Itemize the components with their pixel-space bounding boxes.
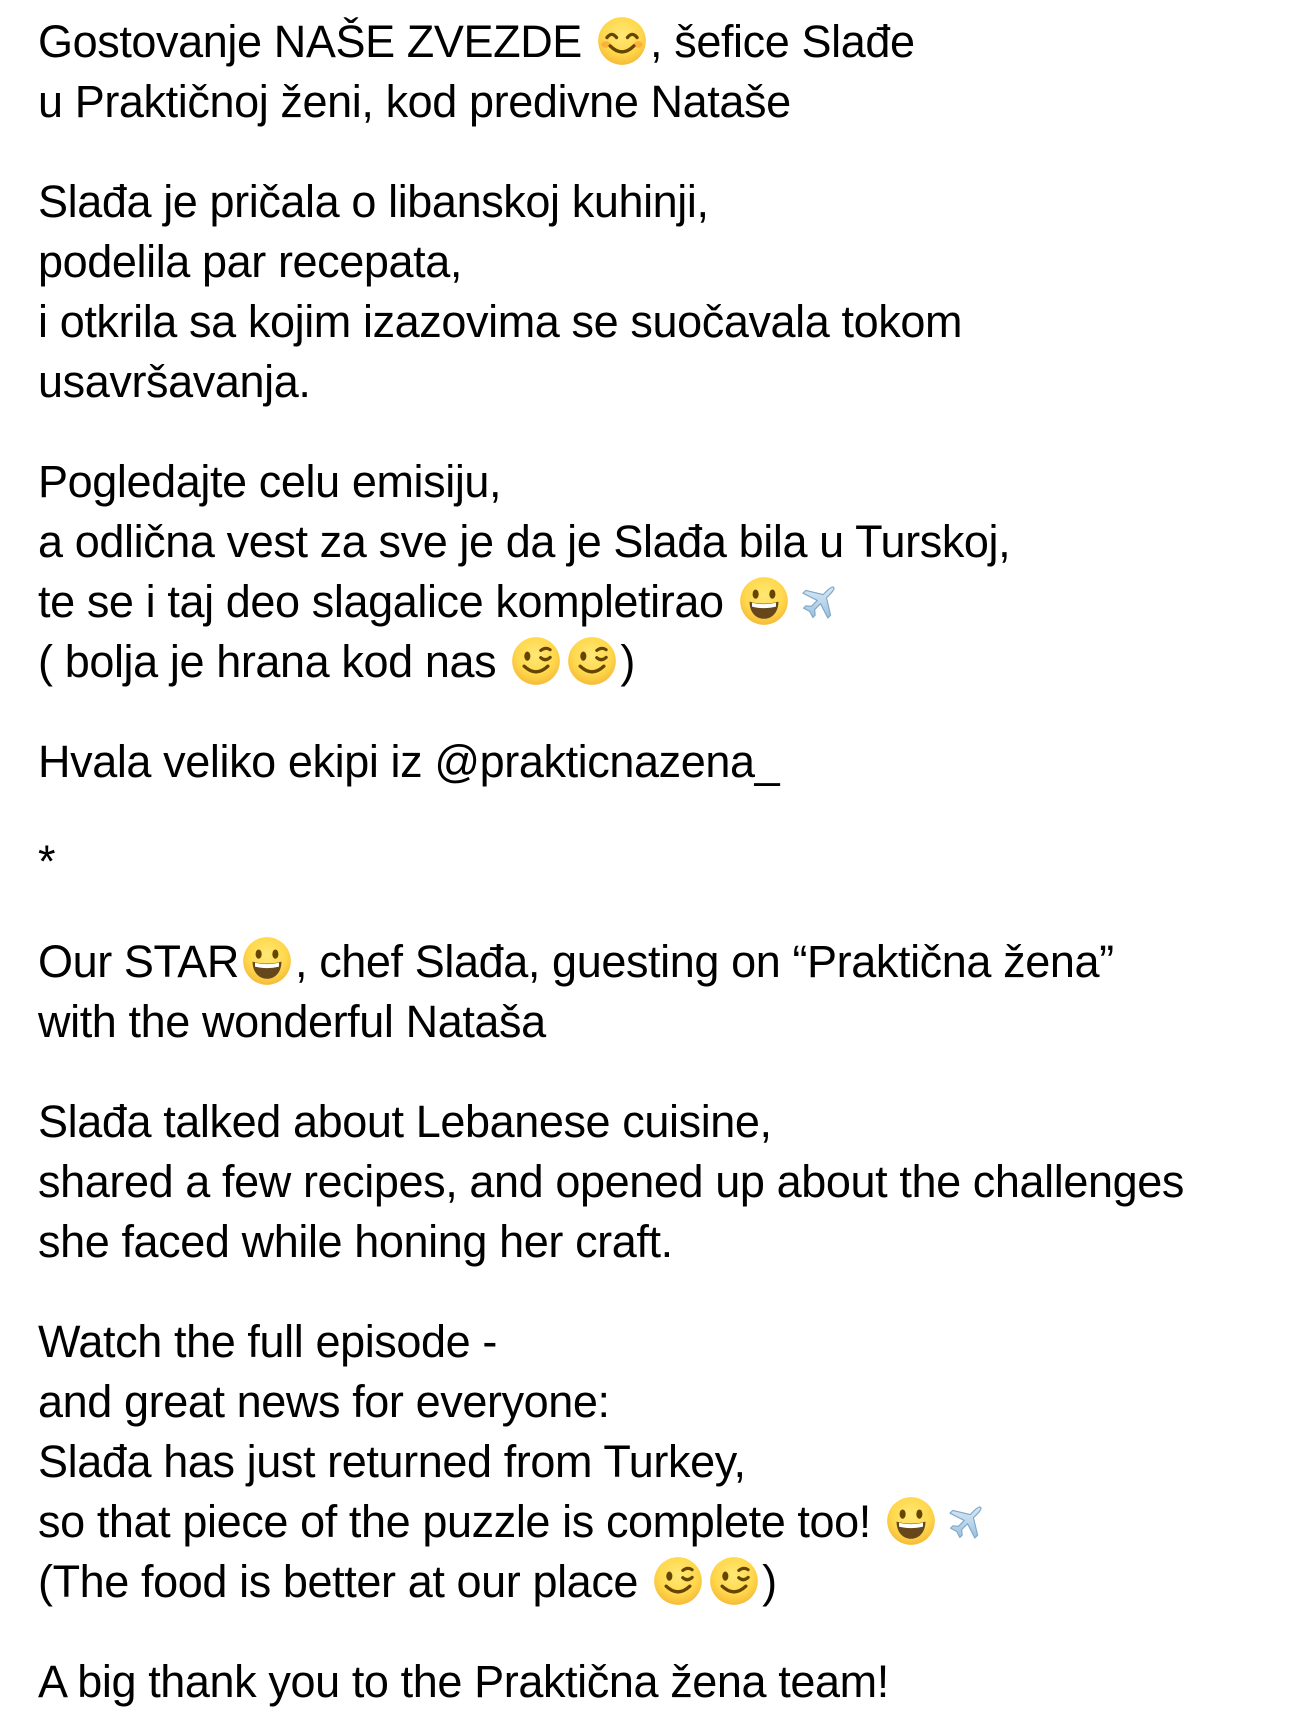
text-run: Slađa talked about Lebanese cuisine, — [38, 1096, 772, 1147]
paragraph — [38, 1092, 1250, 1272]
mention-prakticnazena[interactable]: @prakticnazena_ — [434, 736, 780, 787]
paragraph — [38, 932, 1250, 1052]
text-run: ) — [762, 1556, 777, 1607]
caption-line — [38, 1092, 1250, 1152]
airplane-icon — [941, 1495, 993, 1547]
winking-face-icon — [510, 635, 562, 687]
text-run: ( bolja je hrana kod nas — [38, 636, 509, 687]
text-run: , šefice Slađe — [650, 16, 915, 67]
text-run: with the wonderful Nataša — [38, 996, 546, 1047]
caption-line — [38, 352, 1250, 412]
text-run: Pogledajte celu emisiju, — [38, 456, 502, 507]
text-run: podelila par recepata, — [38, 236, 462, 287]
caption-line — [38, 12, 1250, 72]
paragraph — [38, 732, 1250, 792]
caption-line — [38, 172, 1250, 232]
text-run: usavršavanja. — [38, 356, 311, 407]
caption-line — [38, 932, 1250, 992]
grinning-face-icon — [241, 935, 293, 987]
paragraph — [38, 12, 1250, 132]
paragraph — [38, 1652, 1250, 1712]
text-run: te se i taj deo slagalice kompletirao — [38, 576, 736, 627]
text-run: Gostovanje NAŠE ZVEZDE — [38, 16, 595, 67]
caption-line — [38, 512, 1250, 572]
text-run: she faced while honing her craft. — [38, 1216, 673, 1267]
text-run: A big thank you to the Praktična žena team! — [38, 1656, 889, 1707]
text-run: * — [38, 836, 56, 887]
caption-line — [38, 72, 1250, 132]
caption-line — [38, 732, 1250, 792]
caption-line — [38, 632, 1250, 692]
caption-line — [38, 1652, 1250, 1712]
caption-line — [38, 1152, 1250, 1212]
airplane-icon — [794, 575, 846, 627]
caption-line — [38, 1372, 1250, 1432]
paragraph — [38, 452, 1250, 692]
text-run: so that piece of the puzzle is complete too! — [38, 1496, 883, 1547]
text-run: Hvala veliko ekipi iz — [38, 736, 435, 787]
caption-line — [38, 1552, 1250, 1612]
smiling-face-with-smiling-eyes-icon — [596, 15, 648, 67]
winking-face-icon — [652, 1555, 704, 1607]
text-run: Slađa has just returned from Turkey, — [38, 1436, 746, 1487]
caption-line — [38, 292, 1250, 352]
winking-face-icon — [566, 635, 618, 687]
text-run: shared a few recipes, and opened up about the challenges — [38, 1156, 1184, 1207]
caption-line — [38, 1492, 1250, 1552]
paragraph — [38, 832, 1250, 892]
text-run: and great news for everyone: — [38, 1376, 610, 1427]
text-run: , chef Slađa, guesting on “Praktična žena” — [295, 936, 1114, 987]
caption-line — [38, 572, 1250, 632]
text-run: i otkrila sa kojim izazovima se suočavala tokom — [38, 296, 963, 347]
caption-line — [38, 452, 1250, 512]
paragraph — [38, 1312, 1250, 1612]
text-run: ) — [620, 636, 635, 687]
grinning-face-icon — [885, 1495, 937, 1547]
caption-line — [38, 232, 1250, 292]
caption-line — [38, 1212, 1250, 1272]
text-run: Watch the full episode - — [38, 1316, 497, 1367]
caption-line — [38, 832, 1250, 892]
text-run: Slađa je pričala o libanskoj kuhinji, — [38, 176, 709, 227]
caption-line — [38, 1312, 1250, 1372]
winking-face-icon — [708, 1555, 760, 1607]
text-run: u Praktičnoj ženi, kod predivne Nataše — [38, 76, 791, 127]
grinning-face-icon — [738, 575, 790, 627]
text-run: Our STAR — [38, 936, 239, 987]
paragraph — [38, 172, 1250, 412]
caption-line — [38, 992, 1250, 1052]
text-run: (The food is better at our place — [38, 1556, 651, 1607]
caption-line — [38, 1432, 1250, 1492]
text-run: a odlična vest za sve je da je Slađa bila u Turskoj, — [38, 516, 1011, 567]
